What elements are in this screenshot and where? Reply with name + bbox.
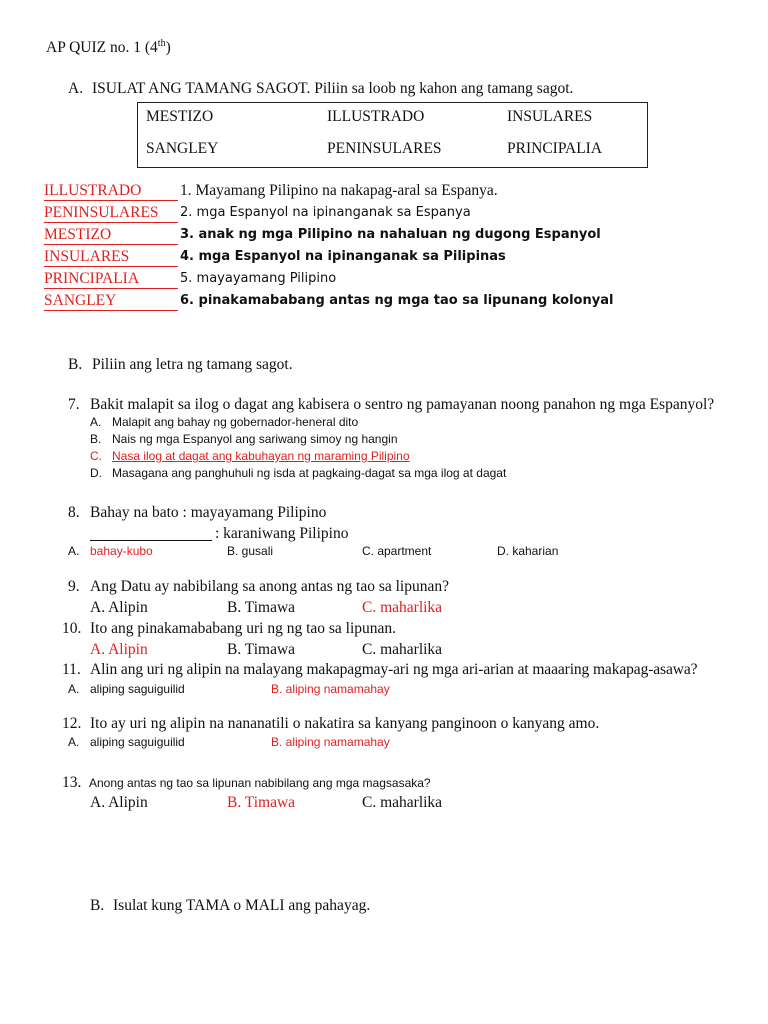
option-letter: A.: [90, 415, 102, 429]
answer-line: [44, 200, 178, 201]
q11-option-b-correct: B. aliping namamahay: [271, 682, 390, 696]
question-number: 9.: [68, 578, 80, 595]
item-6-text: 6. pinakamababang antas ng mga tao sa lipunang kolonyal: [180, 293, 614, 308]
q9-option-a: A. Alipin: [90, 599, 148, 616]
item-2-text: 2. mga Espanyol na ipinanganak sa Espanya: [180, 205, 471, 220]
answer-line: [44, 266, 178, 267]
q10-option-b: B. Timawa: [227, 641, 296, 658]
question-7-text: Bakit malapit sa ilog o dagat ang kabisera o sentro ng pamayanan noong panahon ng mga Espanyol?: [90, 396, 715, 413]
q9-option-c-correct: C. maharlika: [362, 599, 443, 616]
word-bank-item: ILLUSTRADO: [327, 108, 425, 125]
word-bank-item: PRINCIPALIA: [507, 140, 603, 157]
item-4-text: 4. mga Espanyol na ipinanganak sa Pilipinas: [180, 249, 506, 264]
q13-option-a: A. Alipin: [90, 794, 148, 811]
quiz-title: AP QUIZ no. 1 (4th): [46, 38, 171, 57]
question-9-text: Ang Datu ay nabibilang sa anong antas ng tao sa lipunan?: [90, 578, 449, 595]
word-bank-item: PENINSULARES: [327, 140, 442, 157]
q13-option-c: C. maharlika: [362, 794, 443, 811]
item-1-text: 1. Mayamang Pilipino na nakapag-aral sa Espanya.: [180, 182, 498, 199]
answer-4: INSULARES: [44, 248, 130, 265]
question-number: 11.: [62, 661, 81, 678]
part-b-letter: B.: [68, 356, 83, 373]
answer-5: PRINCIPALIA: [44, 270, 140, 287]
word-bank-item: MESTIZO: [146, 108, 214, 125]
part-c-instruction: Isulat kung TAMA o MALI ang pahayag.: [113, 897, 371, 914]
question-number: 13.: [62, 774, 82, 791]
question-8-line2: : karaniwang Pilipino: [215, 525, 349, 542]
option-letter: D.: [90, 466, 102, 480]
question-number: 8.: [68, 504, 80, 521]
item-5-text: 5. mayayamang Pilipino: [180, 271, 337, 286]
option-letter: C.: [90, 449, 102, 463]
q9-option-b: B. Timawa: [227, 599, 296, 616]
part-c-letter: B.: [90, 897, 105, 914]
answer-line: [44, 222, 178, 223]
q7-option-a: Malapit ang bahay ng gobernador-heneral dito: [112, 415, 359, 429]
question-number: 10.: [62, 620, 82, 637]
q8-option-b: B. gusali: [227, 544, 274, 558]
q10-option-c: C. maharlika: [362, 641, 443, 658]
option-letter: A.: [68, 682, 80, 696]
q7-option-b: Nais ng mga Espanyol ang sariwang simoy ng hangin: [112, 432, 398, 446]
q12-option-b-correct: B. aliping namamahay: [271, 735, 390, 749]
question-12-text: Ito ay uri ng alipin na nananatili o nakatira sa kanyang panginoon o kanyang amo.: [90, 715, 600, 732]
answer-line: [44, 310, 178, 311]
answer-6: SANGLEY: [44, 292, 117, 309]
q8-option-c: C. apartment: [362, 544, 432, 558]
question-11-text: Alin ang uri ng alipin na malayang makapagmay-ari ng mga ari-arian at maaaring makapag-asawa?: [90, 661, 698, 678]
answer-line: [44, 288, 178, 289]
option-letter: A.: [68, 735, 80, 749]
option-letter: B.: [90, 432, 102, 446]
option-letter: A.: [68, 544, 80, 558]
answer-2: PENINSULARES: [44, 204, 159, 221]
q7-option-c-correct: Nasa ilog at dagat ang kabuhayan ng maraming Pilipino: [112, 449, 410, 463]
question-number: 12.: [62, 715, 82, 732]
q12-option-a: aliping saguiguilid: [90, 735, 185, 749]
answer-3: MESTIZO: [44, 226, 112, 243]
q11-option-a: aliping saguiguilid: [90, 682, 185, 696]
q8-option-a-correct: bahay-kubo: [90, 544, 153, 558]
q10-option-a-correct: A. Alipin: [90, 641, 148, 658]
answer-line: [44, 244, 178, 245]
word-bank-item: SANGLEY: [146, 140, 219, 157]
word-bank-item: INSULARES: [507, 108, 593, 125]
answer-1: ILLUSTRADO: [44, 182, 142, 199]
question-10-text: Ito ang pinakamababang uri ng ng tao sa lipunan.: [90, 620, 397, 637]
q7-option-d: Masagana ang panghuhuli ng isda at pagkaing-dagat sa mga ilog at dagat: [112, 466, 507, 480]
q8-option-d: D. kaharian: [497, 544, 559, 558]
q13-option-b-correct: B. Timawa: [227, 794, 296, 811]
part-a-instruction: ISULAT ANG TAMANG SAGOT. Piliin sa loob ng kahon ang tamang sagot.: [92, 80, 574, 97]
part-b-instruction: Piliin ang letra ng tamang sagot.: [92, 356, 293, 373]
question-number: 7.: [68, 396, 80, 413]
blank-line: [90, 540, 212, 541]
question-8-line1: Bahay na bato : mayayamang Pilipino: [90, 504, 327, 521]
part-a-letter: A.: [68, 80, 84, 97]
question-13-text: Anong antas ng tao sa lipunan nabibilang ang mga magsasaka?: [89, 776, 431, 790]
item-3-text: 3. anak ng mga Pilipino na nahaluan ng dugong Espanyol: [180, 227, 601, 242]
